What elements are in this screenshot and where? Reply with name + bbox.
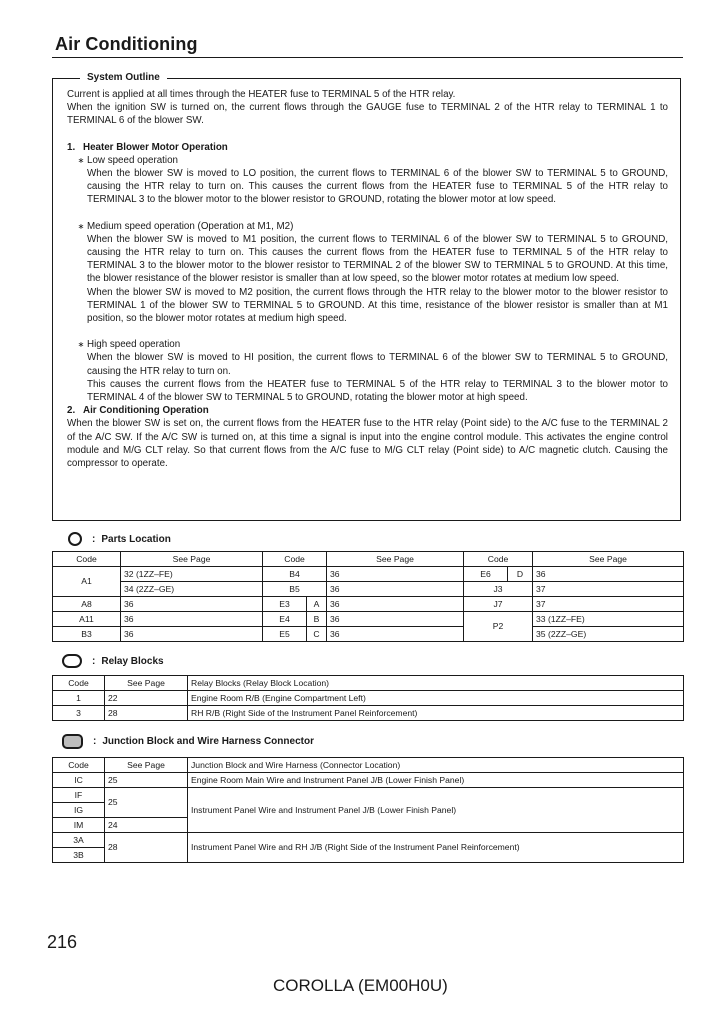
- part-page: 36: [121, 597, 263, 612]
- medium-speed-text-1: When the blower SW is moved to M1 position, the current flows to TERMINAL 6 of the blower SW to TERMINAL 5 to GROUND, causing the HTR relay to turn on. This causes the current flows from the HEATER fuse to TERMINAL 5 of the HTR relay to TERMINAL 3 to the blower motor to the blower resistor to TERMINAL 2 of the blower SW to TERMINAL 5 to GROUND. At this time, the blower resistance of the blower resistor is smaller than at low speed, so the blower motor rotates at medium low speed.: [87, 233, 668, 285]
- bullet-icon: ∗: [77, 340, 85, 350]
- junction-code: 3B: [53, 848, 105, 863]
- table-row: [53, 788, 684, 803]
- junction-block-heading: : Junction Block and Wire Harness Connector: [62, 734, 314, 749]
- relay-location: Engine Room R/B (Engine Compartment Left): [188, 691, 684, 706]
- circle-symbol-icon: [68, 532, 82, 546]
- part-page: 35 (2ZZ–GE): [533, 627, 684, 642]
- part-code: P2: [464, 612, 533, 642]
- see-page-header: See Page: [105, 758, 188, 773]
- part-page: 32 (1ZZ–FE): [121, 567, 263, 582]
- bullet-icon: ∗: [77, 155, 85, 165]
- part-page: 36: [121, 612, 263, 627]
- relay-blocks-heading: : Relay Blocks: [62, 654, 164, 668]
- medium-speed-text-2: When the blower SW is moved to M2 position, the current flows through the HTR relay to the blower motor to the blower resistor to TERMINAL 1 of the blower SW to TERMINAL 5 to GROUND. At this time, resistance of the blower resistor is smaller than at M1 position, so the blower motor rotates at medium high speed.: [87, 286, 668, 325]
- section-2-title: Air Conditioning Operation: [83, 405, 209, 417]
- junction-code: IC: [53, 773, 105, 788]
- part-page: 36: [327, 597, 464, 612]
- see-page-header: See Page: [327, 552, 464, 567]
- code-header: Code: [263, 552, 327, 567]
- relay-blocks-title: Relay Blocks: [101, 655, 164, 667]
- parts-location-table: [52, 551, 684, 642]
- medium-speed-title: Medium speed operation (Operation at M1, M2): [87, 220, 294, 232]
- part-suffix: B: [307, 612, 327, 627]
- part-suffix: A: [307, 597, 327, 612]
- section-1-title: Heater Blower Motor Operation: [83, 141, 228, 153]
- page-number: 216: [47, 932, 78, 952]
- parts-location-title: Parts Location: [101, 533, 171, 545]
- part-code: E5: [263, 627, 307, 642]
- part-code: A8: [53, 597, 121, 612]
- part-page: 37: [533, 597, 684, 612]
- relay-location: RH R/B (Right Side of the Instrument Panel Reinforcement): [188, 706, 684, 721]
- table-row: [53, 773, 684, 788]
- table-row: [53, 706, 684, 721]
- medium-speed-heading: [75, 220, 668, 233]
- part-suffix: C: [307, 627, 327, 642]
- parts-location-heading: : Parts Location: [68, 532, 171, 546]
- junction-code: IG: [53, 803, 105, 818]
- high-speed-title: High speed operation: [87, 339, 181, 351]
- bullet-icon: ∗: [77, 221, 85, 231]
- part-page: 36: [327, 612, 464, 627]
- junction-code: IM: [53, 818, 105, 833]
- section-1-heading: [67, 141, 668, 154]
- table-row: [53, 833, 684, 848]
- see-page-header: See Page: [533, 552, 684, 567]
- part-page: 33 (1ZZ–FE): [533, 612, 684, 627]
- low-speed-heading: [75, 154, 668, 167]
- part-code: E3: [263, 597, 307, 612]
- junction-page: 24: [105, 818, 188, 833]
- low-speed-text: When the blower SW is moved to LO position, the current flows to TERMINAL 6 of the blower SW to TERMINAL 5 to GROUND, causing the HTR relay to turn on. This causes the current flows from the HEATER fuse to TERMINAL 5 of the HTR relay to TERMINAL 3 to the blower motor to the blower resistor to GROUND, rotating the blower motor at low speed.: [87, 168, 668, 206]
- relay-blocks-table: [52, 675, 684, 721]
- junction-block-title: Junction Block and Wire Harness Connector: [102, 736, 314, 747]
- section-2-number: 2.: [67, 405, 76, 417]
- part-code: A11: [53, 612, 121, 627]
- junction-page: 25: [105, 773, 188, 788]
- code-header: Code: [464, 552, 533, 567]
- system-outline-label: System Outline: [80, 72, 167, 83]
- relay-page: 22: [105, 691, 188, 706]
- junction-location: Instrument Panel Wire and RH J/B (Right Side of the Instrument Panel Reinforcement): [188, 833, 684, 863]
- rounded-rect-symbol-icon: [62, 734, 83, 749]
- part-page: 36: [327, 627, 464, 642]
- part-code: E4: [263, 612, 307, 627]
- part-code: J3: [464, 582, 533, 597]
- relay-page: 28: [105, 706, 188, 721]
- section-2-text: When the blower SW is set on, the current flows from the HEATER fuse to the HTR relay (Point side) to the A/C fuse to the TERMINAL 2 of the A/C SW. If the A/C SW is turned on, at this time a signal is input into the engine control module. This activates the engine control module and M/G CLT relay. So that current flows from the A/C fuse to M/G CLT relay (Point side) to A/C magnetic clutch. Causing the compressor to operate.: [67, 418, 668, 470]
- junction-block-table: [52, 757, 684, 863]
- footer-model: COROLLA (EM00H0U): [273, 976, 448, 995]
- high-speed-text-2: This causes the current flows from the HEATER fuse to TERMINAL 5 of the HTR relay to TERMINAL 3 to the blower motor to TERMINAL 4 of the blower SW to TERMINAL 5 to GROUND, rotating the blower motor at high speed.: [87, 378, 668, 404]
- table-row: [53, 691, 684, 706]
- part-page: 34 (2ZZ–GE): [121, 582, 263, 597]
- junction-page: 28: [105, 833, 188, 863]
- part-code: J7: [464, 597, 533, 612]
- junction-page: 25: [105, 788, 188, 818]
- junction-location: Instrument Panel Wire and Instrument Panel J/B (Lower Finish Panel): [188, 788, 684, 833]
- title-rule: [52, 57, 683, 58]
- part-page: 36: [121, 627, 263, 642]
- intro-line-1: Current is applied at all times through the HEATER fuse to TERMINAL 5 of the HTR relay.: [67, 89, 456, 100]
- system-outline-text: [67, 88, 668, 470]
- code-header: Code: [53, 552, 121, 567]
- part-page: 36: [327, 582, 464, 597]
- see-page-header: See Page: [121, 552, 263, 567]
- part-page: 37: [533, 582, 684, 597]
- part-code: B3: [53, 627, 121, 642]
- code-header: Code: [53, 676, 105, 691]
- junction-code: IF: [53, 788, 105, 803]
- part-code: B5: [263, 582, 327, 597]
- intro-line-2: When the ignition SW is turned on, the current flows through the GAUGE fuse to TERMINAL 2 of the HTR relay to TERMINAL 1 to TERMINAL 6 of the blower SW.: [67, 102, 668, 127]
- section-1-number: 1.: [67, 141, 76, 153]
- oval-symbol-icon: [62, 654, 82, 668]
- low-speed-title: Low speed operation: [87, 154, 178, 166]
- location-header: Junction Block and Wire Harness (Connector Location): [188, 758, 684, 773]
- part-page: 36: [533, 567, 684, 582]
- relay-code: 3: [53, 706, 105, 721]
- junction-code: 3A: [53, 833, 105, 848]
- see-page-header: See Page: [105, 676, 188, 691]
- part-code: B4: [263, 567, 327, 582]
- location-header: Relay Blocks (Relay Block Location): [188, 676, 684, 691]
- part-code: E6: [464, 567, 508, 582]
- part-page: 36: [327, 567, 464, 582]
- high-speed-text-1: When the blower SW is moved to HI position, the current flows to TERMINAL 6 of the blower SW to TERMINAL 5 to GROUND, causing the HTR relay to turn on.: [87, 352, 668, 377]
- junction-location: Engine Room Main Wire and Instrument Panel J/B (Lower Finish Panel): [188, 773, 684, 788]
- part-code: A1: [53, 567, 121, 597]
- high-speed-heading: [75, 338, 668, 351]
- code-header: Code: [53, 758, 105, 773]
- part-suffix: D: [508, 567, 533, 582]
- page-title: Air Conditioning: [55, 34, 198, 54]
- section-2-heading: [67, 404, 668, 417]
- relay-code: 1: [53, 691, 105, 706]
